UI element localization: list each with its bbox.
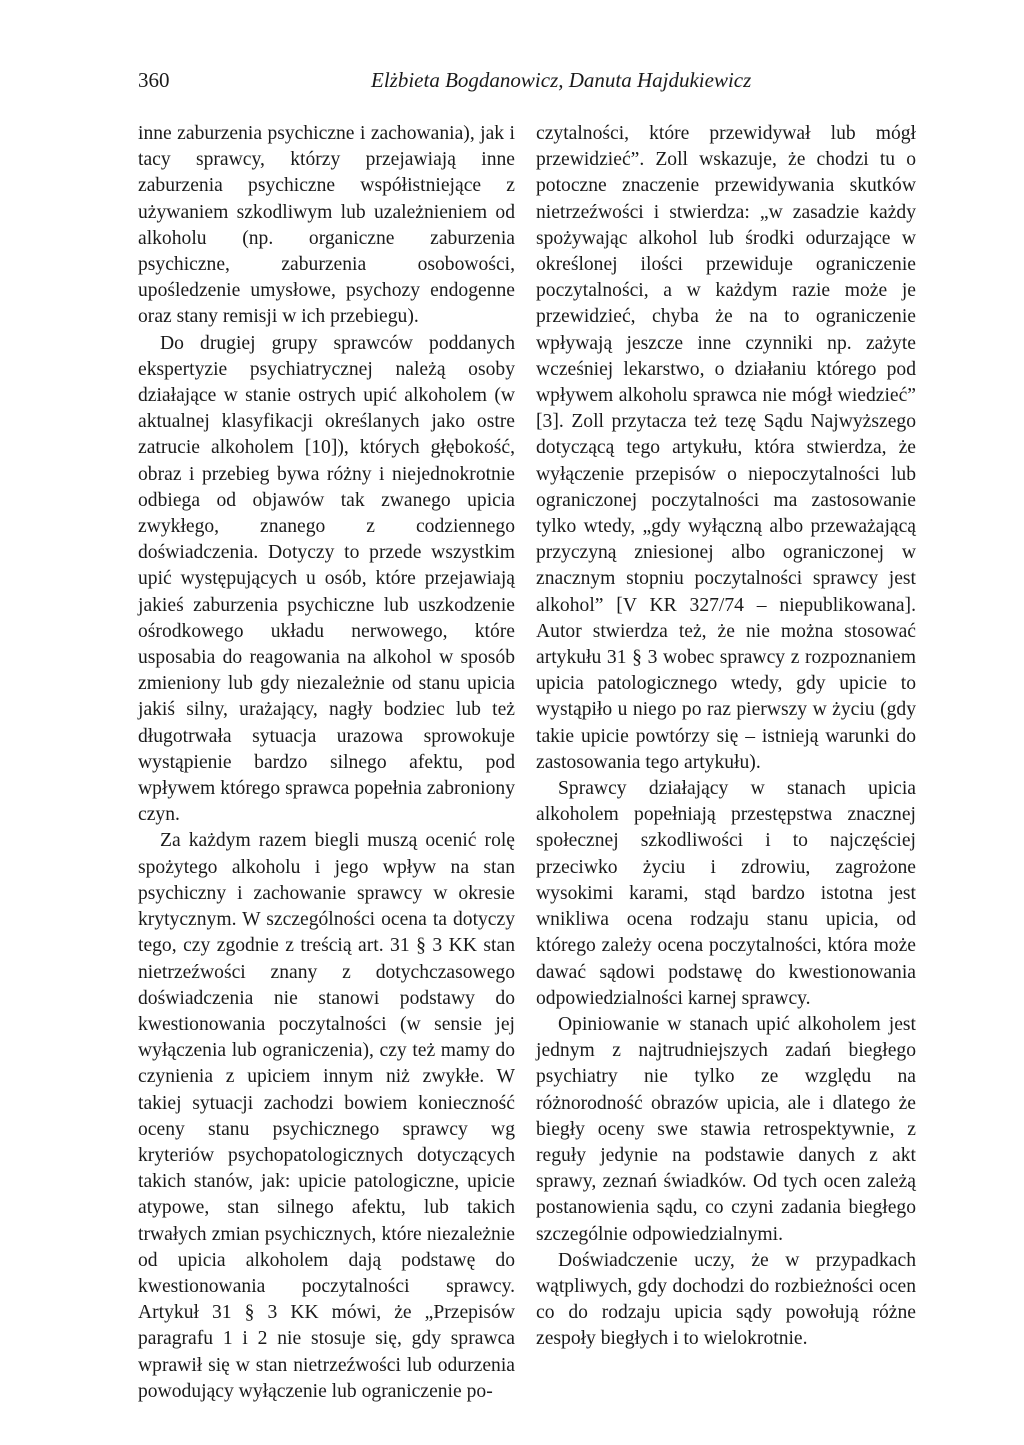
paragraph: Do drugiej grupy sprawców poddanych ekspertyzie psychiatrycznej należą osoby działające w stanie ostrych upić alkoholem (w aktualnej klasyfikacji określanych jako ostre zatrucie alkoholem [10]), których głębokość, obraz i przebieg bywa różny i niejednokrotnie odbiega od objawów tak zwanego upicia zwykłego, znanego z codziennego doświadczenia. Dotyczy to przede wszystkim upić występujących u osób, które przejawiają jakieś zaburzenia psychiczne lub uszkodzenie ośrodkowego układu nerwowego, które usposabia do reagowania na alkohol w sposób zmieniony lub gdy niezależnie od stanu upicia jakiś silny, urażający, nagły bodziec lub też długotrwała sytuacja urazowa sprowokuje wystąpienie bardzo silnego afektu, pod wpływem którego sprawca popełnia zabroniony czyn. — [138, 332, 515, 826]
paragraph: Opiniowanie w stanach upić alkoholem jest jednym z najtrudniejszych zadań biegłego psychiatry nie tylko ze względu na różnorodność obrazów upicia, ale i dlatego że biegły oceny swe stawia retrospektywnie, z reguły jedynie na podstawie danych z akt sprawy, zeznań świadków. Od tych ocen zależą postanowienia sądu, co czyni zadania biegłego szczególnie odpowiedzialnymi. — [536, 1013, 916, 1245]
paragraph: Sprawcy działający w stanach upicia alkoholem popełniają przestępstwa znacznej społecznej szkodliwości i to najczęściej przeciwko życiu i zdrowiu, zagrożone wysokimi karami, stąd bardzo istotna jest wnikliwa ocena rodzaju stanu upicia, od którego zależy ocena poczytalności, która może dawać sądowi podstawę do kwestionowania odpowiedzialności karnej sprawcy. — [536, 778, 916, 1009]
running-head — [138, 68, 930, 98]
header-authors: Elżbieta Bogdanowicz, Danuta Hajdukiewicz — [371, 68, 752, 92]
paragraph: Za każdym razem biegli muszą ocenić rolę spożytego alkoholu i jego wpływ na stan psychiczny i zachowanie sprawcy w okresie krytycznym. W szczególności ocena ta dotyczy tego, czy zgodnie z treścią art. 31 § 3 KK stan nietrzeźwości znany z dotychczasowego doświadczenia nie stanowi podstawy do kwestionowania poczytalności (w sensie jej wyłączenia lub ograniczenia), czy też mamy do czynienia z upiciem innym niż zwykłe. W takiej sytuacji zachodzi bowiem konieczność oceny stanu psychicznego sprawcy wg kryteriów psychopatologicznych dotyczących takich stanów, jak: upicie patologiczne, upicie atypowe, stan silnego afektu, lub takich trwałych zmian psychicznych, które niezależnie od upicia alkoholem dają podstawę do kwestionowania poczytalności sprawcy. Artykuł 31 § 3 KK mówi, że „Przepisów paragrafu 1 i 2 nie stosuje się, gdy sprawca wprawił się w stan nietrzeźwości lub odurzenia powodujący wyłączenie lub ograniczenie po- — [138, 830, 515, 1402]
paragraph: Doświadczenie uczy, że w przypadkach wątpliwych, gdy dochodzi do rozbieżności ocen co do rodzaju upicia sądy powołują różne zespoły biegłych i to wielokrotnie. — [536, 1249, 916, 1350]
right-column — [536, 121, 916, 1353]
left-column — [138, 121, 515, 1405]
paragraph: inne zaburzenia psychiczne i zachowania), jak i tacy sprawcy, którzy przejawiają inne zaburzenia psychiczne współistniejące z używaniem szkodliwym lub uzależnieniem od alkoholu (np. organiczne zaburzenia psychiczne, zaburzenia osobowości, upośledzenie umysłowe, psychozy endogenne oraz stany remisji w ich przebiegu). — [138, 123, 515, 328]
page-number: 360 — [138, 68, 170, 92]
paragraph: czytalności, które przewidywał lub mógł przewidzieć”. Zoll wskazuje, że chodzi tu o potoczne znaczenie przewidywania skutków nietrzeźwości i stwierdza: „w zasadzie każdy spożywając alkohol lub środki odurzające w określonej ilości przewiduje ograniczenie poczytalności, a w każdym razie może je przewidzieć, chyba że na to ograniczenie wpływają jeszcze inne czynniki np. zażyte wcześniej lekarstwo, o działaniu którego pod wpływem alkoholu sprawca nie mógł wiedzieć” [3]. Zoll przytacza też tezę Sądu Najwyższego dotyczącą tego artykułu, która stwierdza, że wyłączenie przepisów o niepoczytalności lub ograniczonej poczytalności ma zastosowanie tylko wtedy, „gdy wyłączną albo przeważającą przyczyną zniesionej albo ograniczonej w znacznym stopniu poczytalności sprawcy jest alkohol” [V KR 327/74 – niepublikowana]. Autor stwierdza też, że nie można stosować artykułu 31 § 3 wobec sprawcy z rozpoznaniem upicia patologicznego wtedy, gdy upicie to wystąpiło u niego po raz pierwszy w życiu (gdy takie upicie powtórzy się – istnieją warunki do zastosowania tego artykułu). — [536, 123, 916, 773]
